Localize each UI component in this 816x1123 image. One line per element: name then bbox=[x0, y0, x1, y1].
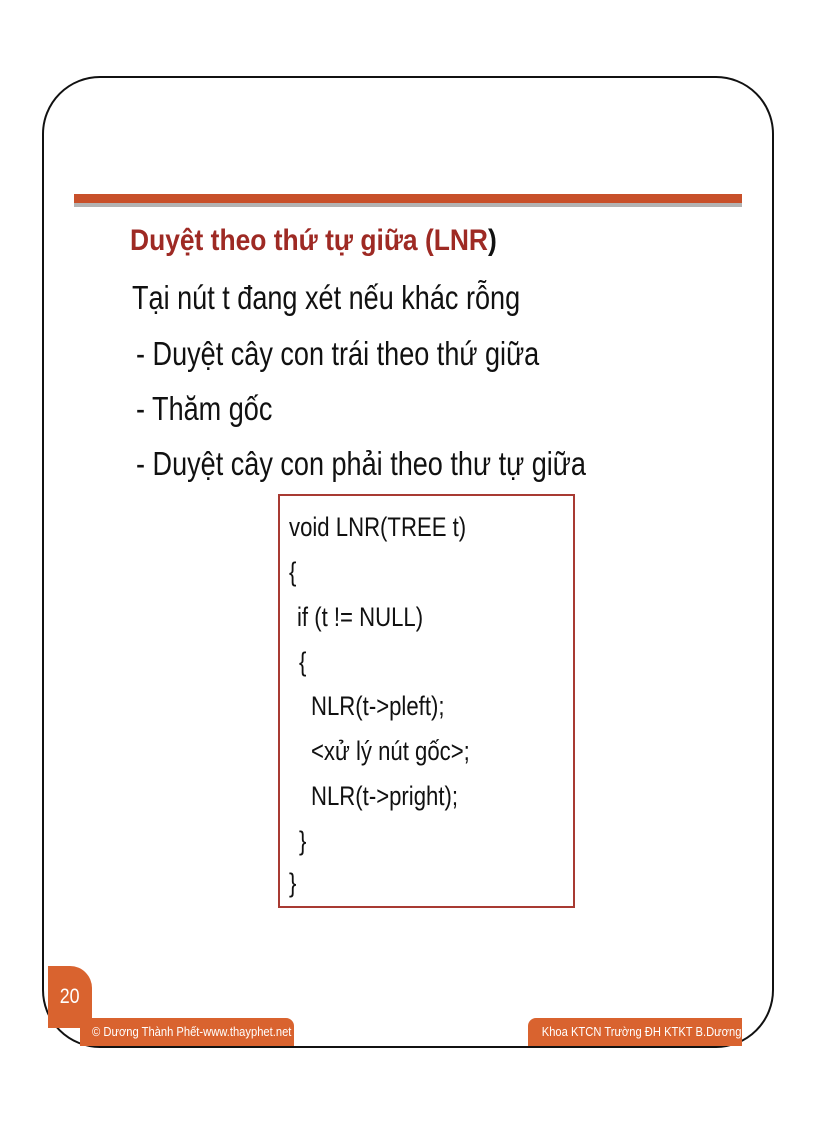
header-rule bbox=[74, 194, 742, 203]
footer-institution-text: Khoa KTCN Trường ĐH KTKT B.Dương bbox=[541, 1024, 742, 1039]
code-line-process-root: <xử lý nút gốc>; bbox=[311, 736, 470, 766]
code-line-close-brace: } bbox=[289, 868, 297, 898]
code-box bbox=[278, 494, 575, 908]
code-line-signature: void LNR(TREE t) bbox=[289, 512, 467, 542]
code-line-visit-left: NLR(t->pleft); bbox=[311, 691, 445, 721]
slide-title-closing-paren: ) bbox=[488, 224, 497, 257]
body-line-step-root: - Thăm gốc bbox=[136, 390, 273, 427]
slide-title-text: Duyệt theo thứ tự giữa (LNR bbox=[130, 224, 489, 257]
code-line-if-open-brace: { bbox=[299, 647, 307, 677]
header-rule-shadow bbox=[74, 203, 742, 207]
footer-left-bar bbox=[80, 1018, 294, 1046]
page-number: 20 bbox=[60, 985, 80, 1008]
code-line-if: if (t != NULL) bbox=[297, 602, 424, 632]
code-line-if-close-brace: } bbox=[299, 826, 307, 856]
body-line-intro: Tại nút t đang xét nếu khác rỗng bbox=[132, 279, 521, 316]
slide-title bbox=[130, 224, 497, 257]
code-line-visit-right: NLR(t->pright); bbox=[311, 781, 459, 811]
body-line-step-left: - Duyệt cây con trái theo thứ giữa bbox=[136, 335, 540, 372]
footer-author-text: © Dương Thành Phết-www.thayphet.net bbox=[92, 1024, 292, 1039]
code-line-open-brace: { bbox=[289, 557, 297, 587]
body-line-step-right: - Duyệt cây con phải theo thư tự giữa bbox=[136, 445, 586, 482]
footer-right-bar bbox=[528, 1018, 742, 1046]
